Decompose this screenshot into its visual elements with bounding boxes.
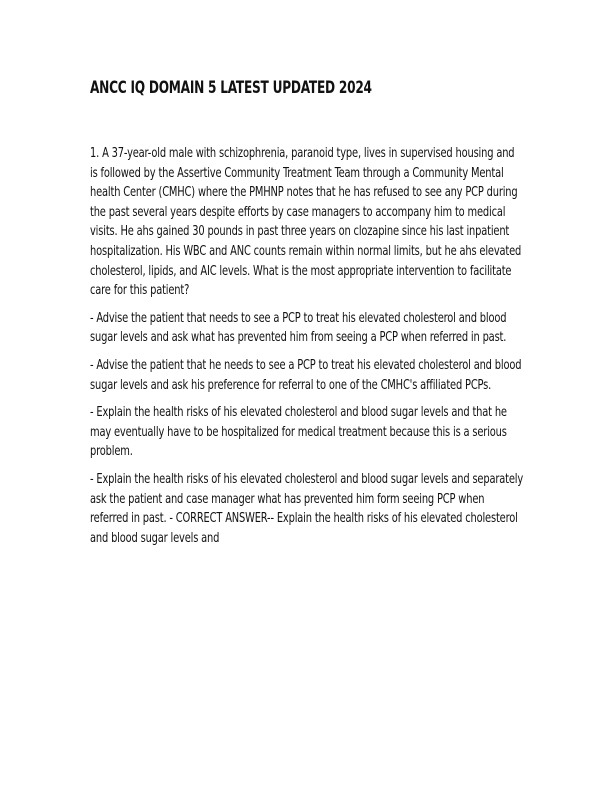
document-content (90, 76, 526, 546)
question-block (90, 144, 525, 556)
answer-option-2: - Advise the patient that he needs to see a PCP to treat his elevated cholesterol and blood sugar levels and ask his preference for referral to one of the CMHC's affiliated PCPs. (90, 357, 522, 393)
document-title: ANCC IQ DOMAIN 5 LATEST UPDATED 2024 (90, 78, 372, 97)
answer-option-3: - Explain the health risks of his elevated cholesterol and blood sugar levels and that he may eventually have to be hospitalized for medical treatment because this is a serious problem. (90, 405, 507, 460)
answer-option-4: - Explain the health risks of his elevated cholesterol and blood sugar levels and separately ask the patient and case manager what has prevented him form seeing PCP when referred in past. - CORRECT ANSWER-- Explain the health risks of his elevated cholesterol and blood sugar levels and (90, 471, 524, 546)
answer-option-1: - Advise the patient that needs to see a PCP to treat his elevated cholesterol and blood sugar levels and ask what has prevented him from seeing a PCP when referred in past. (90, 310, 507, 346)
question-stem: 1. A 37-year-old male with schizophrenia, paranoid type, lives in supervised housing and is followed by the Assertive Community Treatment Team through a Community Mental health Center (CMHC) where the PMHNP notes that he has refused to see any PCP during the past several years despite efforts by case managers to accompany him to medical visits. He ahs gained 30 pounds in past three years on clozapine since his last inpatient hospitalization. His WBC and ANC counts remain within normal limits, but he ahs elevated cholesterol, lipids, and AIC levels. What is the most appropriate intervention to facilitate care for this patient? (90, 146, 522, 299)
